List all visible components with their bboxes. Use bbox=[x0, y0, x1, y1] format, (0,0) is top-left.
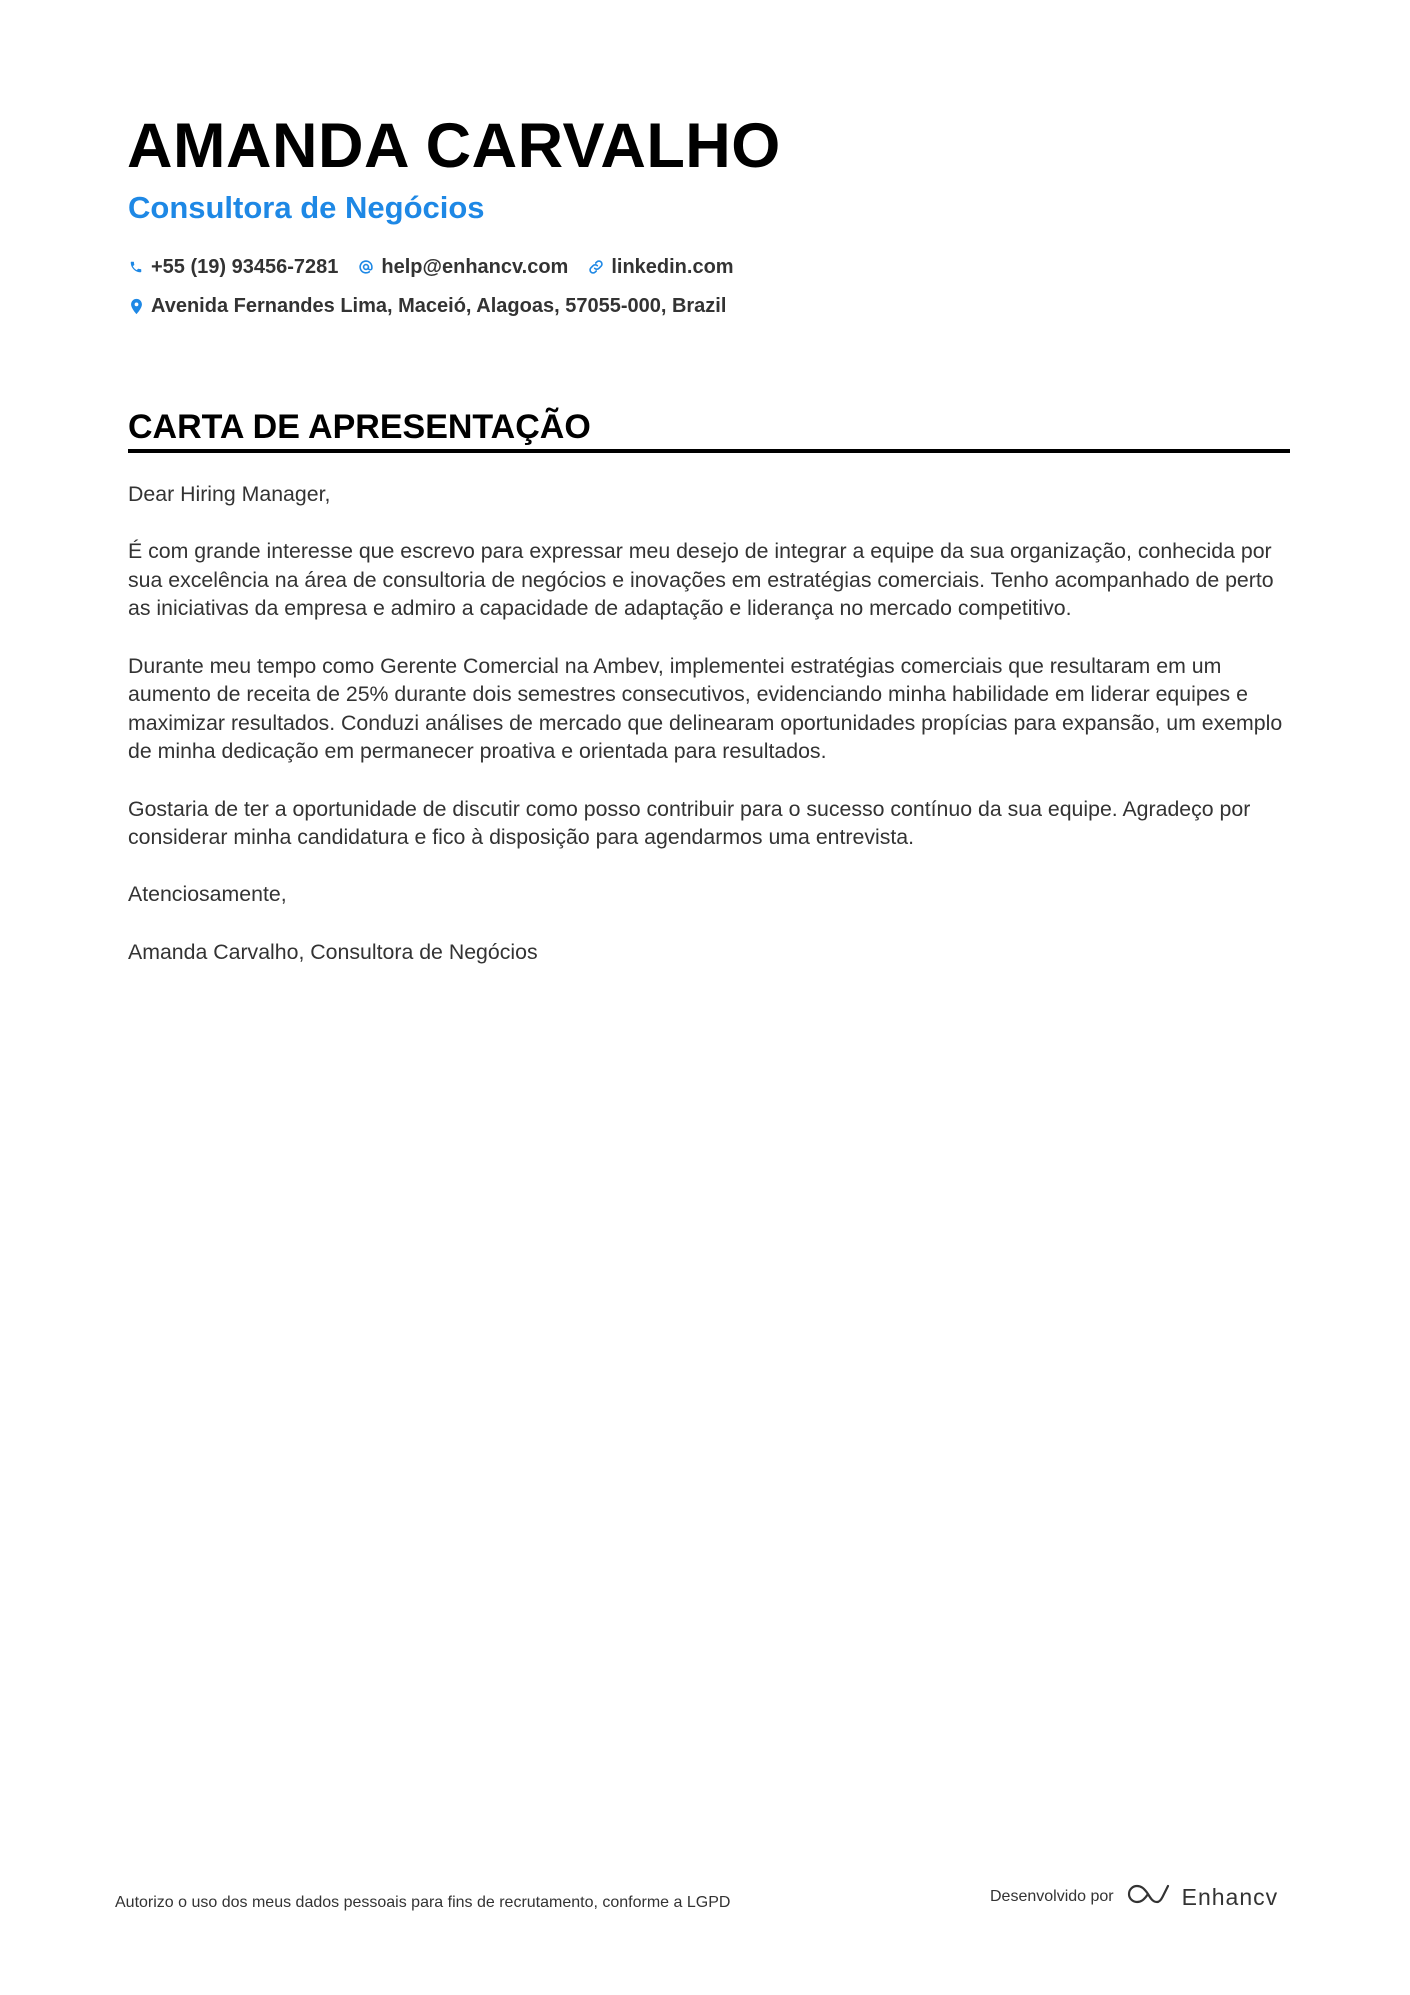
contact-row-primary bbox=[128, 253, 734, 281]
built-by-label: Desenvolvido por bbox=[990, 1887, 1114, 1905]
letter-paragraph: É com grande interesse que escrevo para expressar meu desejo de integrar a equipe da sua organização, conhecida por sua excelência na área de consultoria de negócios e inovações em estratégias comerciais. Tenho acompanhado de perto as iniciativas da empresa e admiro a capacidade de adaptação e liderança no mercado competitivo. bbox=[128, 539, 1274, 621]
section-heading: CARTA DE APRESENTAÇÃO bbox=[128, 408, 591, 446]
linkedin-link[interactable]: linkedin.com bbox=[611, 256, 734, 278]
location-pin-icon bbox=[128, 297, 144, 315]
contact-address bbox=[128, 292, 726, 320]
contact-row-address bbox=[128, 292, 726, 320]
letter-signature: Amanda Carvalho, Consultora de Negócios bbox=[128, 939, 538, 964]
brand-logo bbox=[1126, 1882, 1279, 1911]
letter-paragraph: Durante meu tempo como Gerente Comercial na Ambev, implementei estratégias comerciais que resultaram em um aumento de receita de 25% durante dois semestres consecutivos, evidenciando minha habilidade em liderar equipes e maximizar resultados. Conduzi análises de mercado que delinearam oportunidades propícias para expansão, um exemplo de minha dedicação em permanecer proativa e orientada para resultados. bbox=[128, 653, 1283, 764]
letter-body bbox=[128, 480, 1293, 995]
letter-paragraph: Gostaria de ter a oportunidade de discutir como posso contribuir para o sucesso contínuo da sua equipe. Agradeço por considerar minha candidatura e fico à disposição para agendarmos uma entrevista. bbox=[128, 796, 1251, 850]
section-divider bbox=[128, 449, 1290, 453]
letter-greeting: Dear Hiring Manager, bbox=[128, 482, 331, 506]
enhancv-logo-icon bbox=[1126, 1882, 1172, 1911]
address-text: Avenida Fernandes Lima, Maceió, Alagoas, 57055-000, Brazil bbox=[151, 295, 727, 317]
footer-consent: Autorizo o uso dos meus dados pessoais para fins de recrutamento, conforme a LGPD bbox=[115, 1894, 731, 1911]
phone-icon bbox=[128, 258, 144, 276]
letter-closing: Atenciosamente, bbox=[128, 882, 287, 907]
brand-name: Enhancv bbox=[1181, 1883, 1279, 1910]
candidate-title: Consultora de Negócios bbox=[128, 190, 485, 225]
contact-email bbox=[358, 253, 568, 281]
phone-text: +55 (19) 93456-7281 bbox=[151, 256, 339, 278]
link-icon bbox=[588, 258, 604, 276]
contact-link bbox=[588, 253, 733, 281]
candidate-name: AMANDA CARVALHO bbox=[127, 111, 781, 181]
at-sign-icon bbox=[358, 258, 374, 276]
footer-brand[interactable] bbox=[990, 1882, 1278, 1911]
email-link[interactable]: help@enhancv.com bbox=[381, 256, 569, 278]
contact-phone bbox=[128, 253, 338, 281]
